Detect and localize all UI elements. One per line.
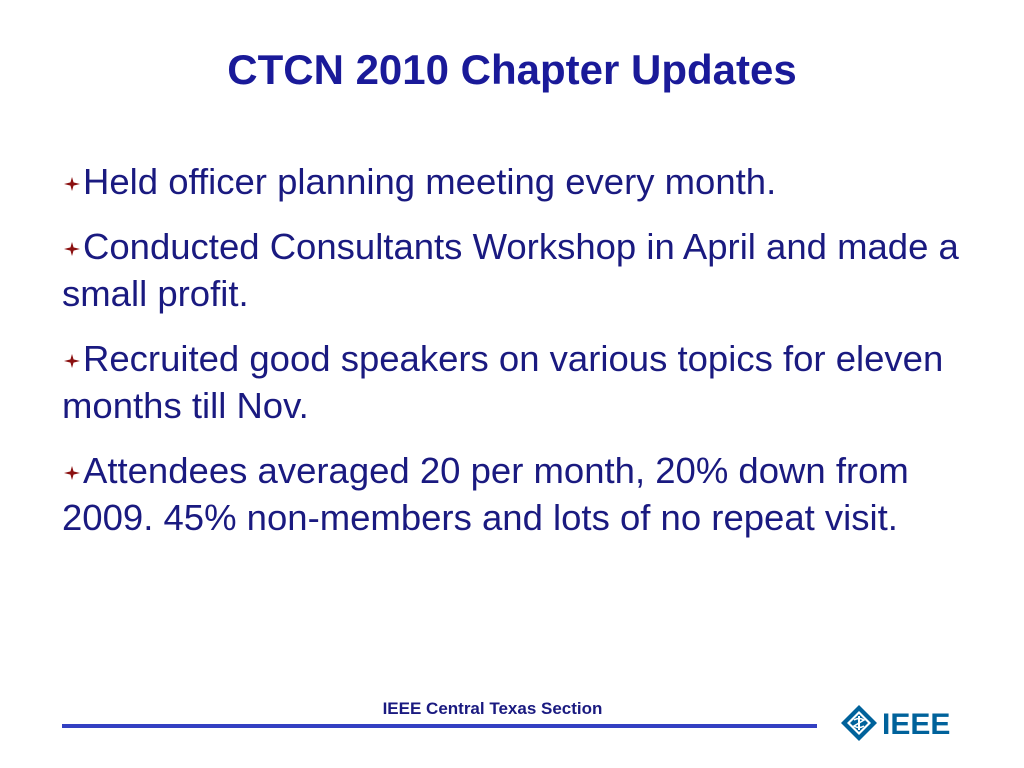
diamond-bullet-icon xyxy=(62,465,82,481)
footer-text: IEEE Central Texas Section xyxy=(382,699,603,718)
slide-title: CTCN 2010 Chapter Updates xyxy=(227,46,797,93)
bullet-text: Conducted Consultants Workshop in April and made a small profit. xyxy=(62,226,959,314)
bullet-item xyxy=(62,223,962,317)
bullet-list xyxy=(62,158,962,559)
bullet-item xyxy=(62,335,962,429)
ieee-diamond-icon xyxy=(841,705,877,741)
diamond-bullet-icon xyxy=(62,241,82,257)
ieee-logo xyxy=(838,702,968,744)
diamond-bullet-icon xyxy=(62,353,82,369)
bullet-item xyxy=(62,158,962,205)
diamond-bullet-icon xyxy=(62,176,82,192)
bullet-text: Attendees averaged 20 per month, 20% down from 2009. 45% non-members and lots of no repeat visit. xyxy=(62,450,909,538)
bullet-item xyxy=(62,447,962,541)
bullet-text: Recruited good speakers on various topics for eleven months till Nov. xyxy=(62,338,944,426)
logo-text: IEEE xyxy=(882,708,951,741)
bullet-text: Held officer planning meeting every month. xyxy=(83,161,777,202)
footer-divider xyxy=(62,724,817,728)
